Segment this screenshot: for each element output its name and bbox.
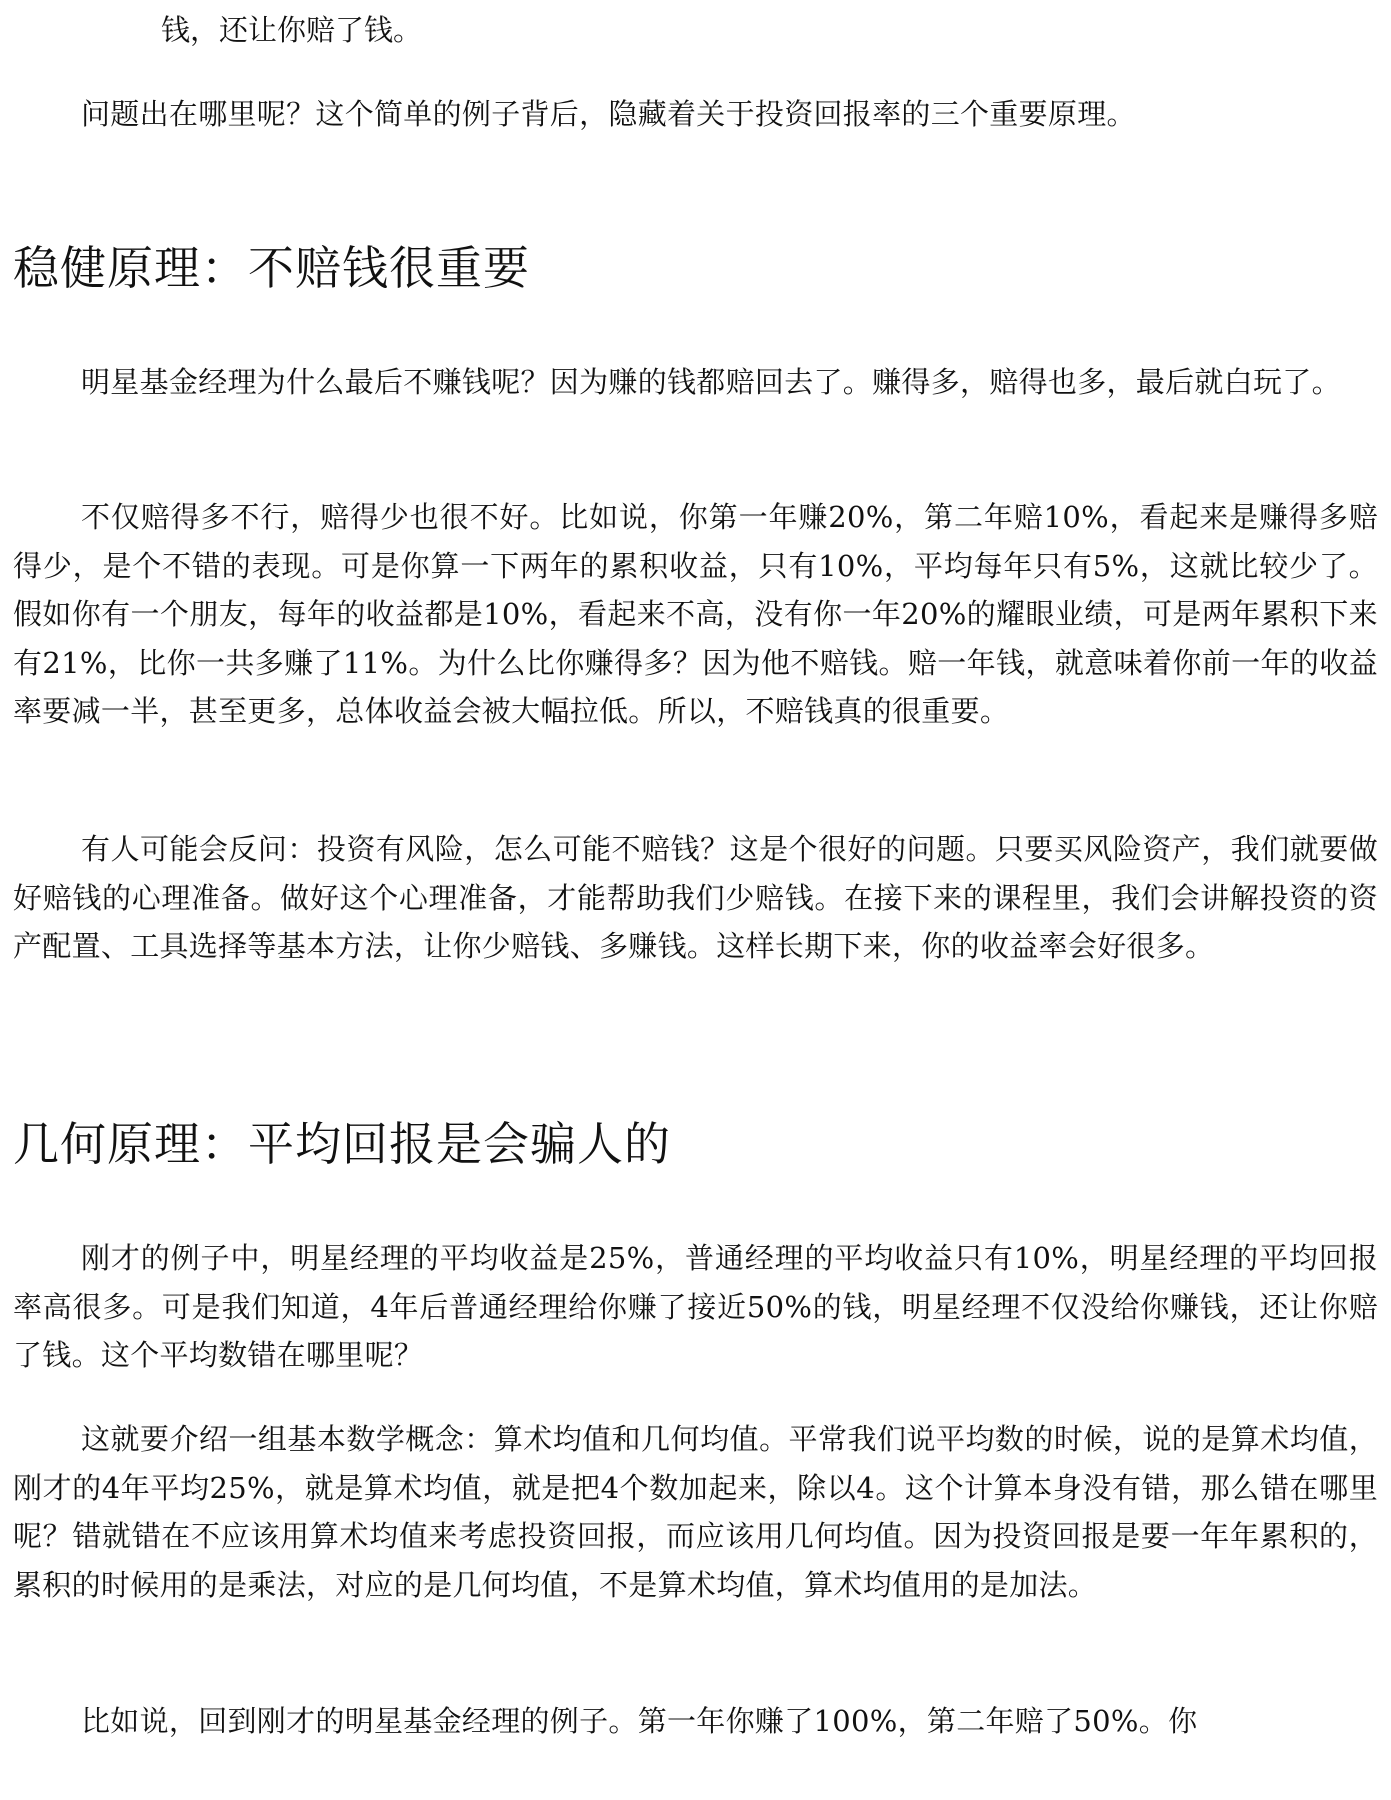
section-heading-geometric: 几何原理：平均回报是会骗人的 [13,1117,671,1171]
lead-line: 钱，还让你赔了钱。 [161,13,423,47]
paragraph: 刚才的例子中，明星经理的平均收益是25%，普通经理的平均收益只有10%，明星经理的平均回报率高很多。可是我们知道，4年后普通经理给你赚了接近50%的钱，明星经理不仅没给你赚钱，还让你赔了钱。这个平均数错在哪里呢？ [13,1241,1378,1372]
paragraph: 明星基金经理为什么最后不赚钱呢？因为赚的钱都赔回去了。赚得多，赔得也多，最后就白玩了。 [81,365,1341,399]
paragraph: 有人可能会反问：投资有风险，怎么可能不赔钱？这是个很好的问题。只要买风险资产，我们就要做好赔钱的心理准备。做好这个心理准备，才能帮助我们少赔钱。在接下来的课程里，我们会讲解投资的资产配置、工具选择等基本方法，让你少赔钱、多赚钱。这样长期下来，你的收益率会好很多。 [13,832,1378,963]
intro-paragraph: 问题出在哪里呢？这个简单的例子背后，隐藏着关于投资回报率的三个重要原理。 [81,97,1136,131]
section-heading-robust: 稳健原理：不赔钱很重要 [13,241,530,295]
paragraph: 这就要介绍一组基本数学概念：算术均值和几何均值。平常我们说平均数的时候，说的是算术均值，刚才的4年平均25%，就是算术均值，就是把4个数加起来，除以4。这个计算本身没有错，那么错在哪里呢？错就错在不应该用算术均值来考虑投资回报，而应该用几何均值。因为投资回报是要一年年累积的，累积的时候用的是乘法，对应的是几何均值，不是算术均值，算术均值用的是加法。 [13,1422,1378,1602]
paragraph: 比如说，回到刚才的明星基金经理的例子。第一年你赚了100%，第二年赔了50%。你 [81,1704,1198,1738]
paragraph: 不仅赔得多不行，赔得少也很不好。比如说，你第一年赚20%，第二年赔10%，看起来是赚得多赔得少，是个不错的表现。可是你算一下两年的累积收益，只有10%，平均每年只有5%，这就比较少了。假如你有一个朋友，每年的收益都是10%，看起来不高，没有你一年20%的耀眼业绩，可是两年累积下来有21%，比你一共多赚了11%。为什么比你赚得多？因为他不赔钱。赔一年钱，就意味着你前一年的收益率要减一半，甚至更多，总体收益会被大幅拉低。所以，不赔钱真的很重要。 [13,500,1378,728]
